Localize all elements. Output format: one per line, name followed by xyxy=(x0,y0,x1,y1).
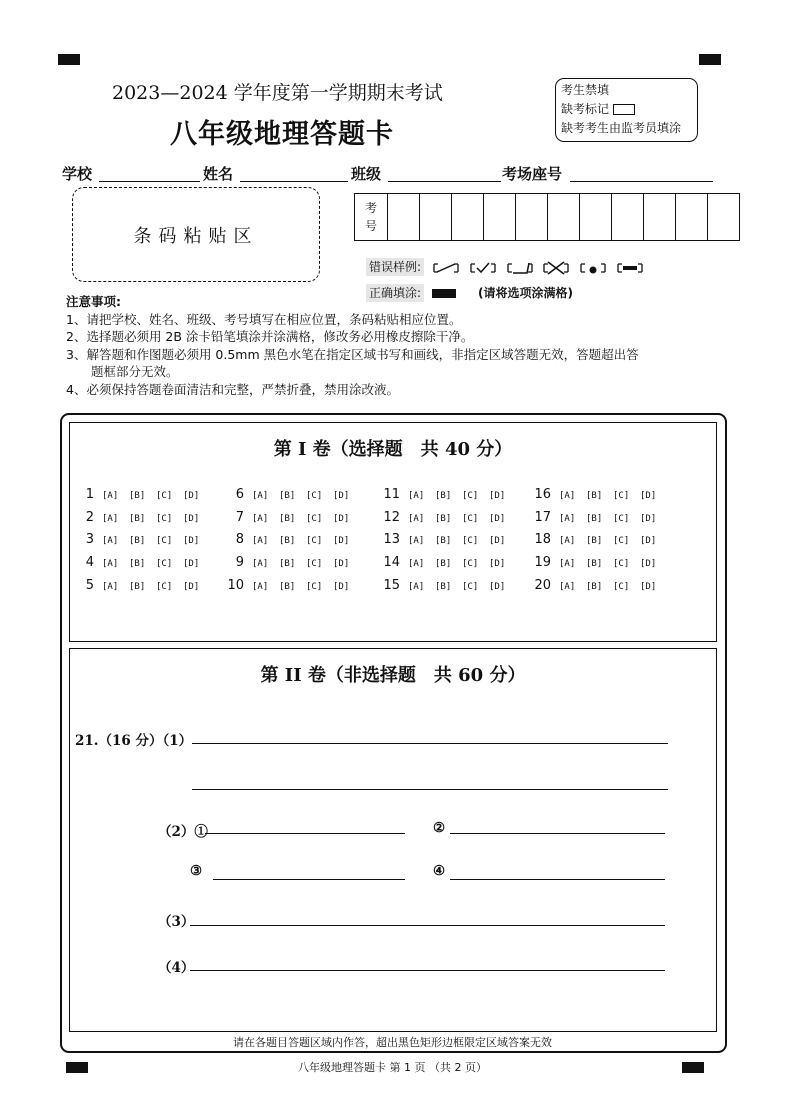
mc-option-bubble[interactable]: [D] xyxy=(333,536,350,546)
section-written-answers xyxy=(69,648,717,1032)
mc-option-bubble[interactable]: [C] xyxy=(306,582,323,592)
mc-option-bubble[interactable]: [B] xyxy=(279,536,296,546)
instruction-item: 4、必须保持答题卷面清洁和完整，严禁折叠，禁用涂改液。 xyxy=(66,381,399,397)
mc-question-number: 16 xyxy=(534,487,551,502)
mc-question-number: 1 xyxy=(85,487,94,502)
q21-part4-line[interactable] xyxy=(190,970,665,971)
exam-id-digit[interactable] xyxy=(708,194,740,241)
mc-question-number: 13 xyxy=(383,532,400,547)
q21-part2-label-3: ③ xyxy=(190,863,203,879)
q21-part3-line[interactable] xyxy=(190,925,665,926)
mc-question-number: 2 xyxy=(85,510,94,525)
q21-part2-label-2: ② xyxy=(433,820,446,836)
mc-option-bubble[interactable]: [A] xyxy=(102,514,119,524)
mc-option-bubble[interactable]: [A] xyxy=(102,559,119,569)
mc-question-12 xyxy=(376,509,516,525)
mc-option-bubble[interactable]: [D] xyxy=(333,559,350,569)
mc-option-bubble[interactable]: [D] xyxy=(489,536,506,546)
mc-option-bubble[interactable]: [C] xyxy=(156,559,173,569)
section1-title: 第 I 卷（选择题 共 40 分） xyxy=(273,439,513,460)
exam-id-digit[interactable] xyxy=(452,194,484,241)
wrong-example-label: 错误样例: xyxy=(366,258,424,276)
mc-question-number: 12 xyxy=(383,510,400,525)
page-number: 八年级地理答题卡 第 1 页 （共 2 页） xyxy=(298,1061,487,1074)
wrong-fill-examples xyxy=(366,258,645,275)
absence-mark-label: 缺考标记 xyxy=(561,102,610,116)
mc-option-bubble[interactable]: [B] xyxy=(279,491,296,501)
mc-option-bubble[interactable]: [A] xyxy=(102,582,119,592)
mc-question-20 xyxy=(527,577,667,593)
mc-option-bubble[interactable]: [B] xyxy=(435,514,452,524)
q21-part2-answer-4[interactable] xyxy=(450,879,665,880)
student-info-row xyxy=(62,163,717,183)
wrong-mark-check-icon xyxy=(468,261,498,275)
mc-option-bubble[interactable]: [C] xyxy=(156,491,173,501)
mc-option-bubble[interactable]: [B] xyxy=(129,514,146,524)
examiner-only-title: 考生禁填 xyxy=(561,83,610,97)
mc-option-bubble[interactable]: [A] xyxy=(559,582,576,592)
mc-question-2 xyxy=(70,509,210,525)
mc-question-10 xyxy=(220,577,360,593)
mc-option-bubble[interactable]: [A] xyxy=(408,536,425,546)
class-field[interactable] xyxy=(388,181,501,182)
mc-option-bubble[interactable]: [A] xyxy=(252,514,269,524)
mc-question-18 xyxy=(527,531,667,547)
mc-option-bubble[interactable]: [A] xyxy=(408,491,425,501)
mc-question-14 xyxy=(376,554,516,570)
absence-instruction: 缺考考生由监考员填涂 xyxy=(561,121,682,135)
mc-question-number: 9 xyxy=(235,555,244,570)
mc-option-bubble[interactable]: [D] xyxy=(183,559,200,569)
q21-part4-label: （4） xyxy=(158,960,195,976)
mc-option-bubble[interactable]: [C] xyxy=(306,559,323,569)
wrong-mark-partial-icon xyxy=(615,261,645,275)
mc-option-bubble[interactable]: [C] xyxy=(306,536,323,546)
mc-question-17 xyxy=(527,509,667,525)
name-field[interactable] xyxy=(240,181,348,182)
mc-option-bubble[interactable]: [B] xyxy=(129,536,146,546)
q21-part1-line[interactable] xyxy=(192,743,668,744)
mc-option-bubble[interactable]: [D] xyxy=(333,514,350,524)
mc-question-7 xyxy=(220,509,360,525)
mc-option-bubble[interactable]: [C] xyxy=(613,514,630,524)
exam-id-digit[interactable] xyxy=(676,194,708,241)
mc-question-8 xyxy=(220,531,360,547)
mc-question-number: 8 xyxy=(235,532,244,547)
mc-option-bubble[interactable]: [D] xyxy=(333,491,350,501)
registration-mark-top-left xyxy=(58,54,80,65)
mc-option-bubble[interactable]: [A] xyxy=(252,582,269,592)
mc-question-1 xyxy=(70,486,210,502)
mc-question-6 xyxy=(220,486,360,502)
mc-question-5 xyxy=(70,577,210,593)
mc-question-13 xyxy=(376,531,516,547)
mc-option-bubble[interactable]: [D] xyxy=(640,559,657,569)
mc-question-number: 19 xyxy=(534,555,551,570)
exam-id-digit[interactable] xyxy=(420,194,452,241)
mc-option-bubble[interactable]: [B] xyxy=(129,582,146,592)
mc-option-bubble[interactable]: [B] xyxy=(586,536,603,546)
mc-option-bubble[interactable]: [C] xyxy=(462,514,479,524)
mc-option-bubble[interactable]: [B] xyxy=(129,491,146,501)
mc-question-number: 20 xyxy=(534,578,551,593)
mc-option-bubble[interactable]: [A] xyxy=(252,559,269,569)
instruction-item: 题框部分无效。 xyxy=(91,364,179,379)
examiner-only-box xyxy=(555,78,698,142)
exam-id-digit[interactable] xyxy=(516,194,548,241)
wrong-mark-dot-icon xyxy=(578,261,608,275)
mc-option-bubble[interactable]: [B] xyxy=(279,582,296,592)
seat-label: 考场座号 xyxy=(502,165,563,183)
mc-option-bubble[interactable]: [C] xyxy=(613,559,630,569)
registration-mark-top-right xyxy=(699,54,721,65)
mc-option-bubble[interactable]: [A] xyxy=(252,536,269,546)
instructions xyxy=(66,293,746,398)
exam-id-digit[interactable] xyxy=(484,194,516,241)
exam-id-digit[interactable] xyxy=(612,194,644,241)
section2-title: 第 II 卷（非选择题 共 60 分） xyxy=(260,665,526,686)
exam-id-grid xyxy=(354,193,740,241)
mc-option-bubble[interactable]: [C] xyxy=(306,491,323,501)
mc-option-bubble[interactable]: [D] xyxy=(183,514,200,524)
school-label: 学校 xyxy=(62,165,93,183)
mc-option-bubble[interactable]: [D] xyxy=(333,582,350,592)
mc-option-bubble[interactable]: [C] xyxy=(306,514,323,524)
mc-question-number: 10 xyxy=(227,578,244,593)
mc-option-bubble[interactable]: [A] xyxy=(408,559,425,569)
mc-option-bubble[interactable]: [D] xyxy=(640,582,657,592)
mc-question-number: 18 xyxy=(534,532,551,547)
mc-option-bubble[interactable]: [C] xyxy=(613,491,630,501)
school-field[interactable] xyxy=(99,181,200,182)
mc-option-bubble[interactable]: [C] xyxy=(156,582,173,592)
q21-part2-label-4: ④ xyxy=(433,863,446,879)
mc-question-4 xyxy=(70,554,210,570)
mc-question-number: 11 xyxy=(383,487,400,502)
mc-option-bubble[interactable]: [C] xyxy=(462,491,479,501)
q21-part1-line-2[interactable] xyxy=(192,789,668,790)
q21-part2-answer-3[interactable] xyxy=(213,879,405,880)
mc-option-bubble[interactable]: [D] xyxy=(640,491,657,501)
seat-field[interactable] xyxy=(570,181,713,182)
mc-question-number: 5 xyxy=(85,578,94,593)
instruction-item: 2、选择题必须用 2B 涂卡铅笔填涂并涂满格，修改务必用橡皮擦除干净。 xyxy=(66,329,474,344)
mc-question-11 xyxy=(376,486,516,502)
wrong-mark-slash-icon xyxy=(431,261,461,275)
mc-option-bubble[interactable]: [C] xyxy=(462,582,479,592)
mc-option-bubble[interactable]: [C] xyxy=(613,582,630,592)
mc-option-bubble[interactable]: [D] xyxy=(183,536,200,546)
mc-question-number: 14 xyxy=(383,555,400,570)
mc-question-number: 17 xyxy=(534,510,551,525)
exam-id-digit[interactable] xyxy=(388,194,420,241)
exam-title: 2023—2024 学年度第一学期期末考试 xyxy=(112,82,443,104)
mc-question-15 xyxy=(376,577,516,593)
exam-id-digit[interactable] xyxy=(548,194,580,241)
border-warning: 请在各题目答题区域内作答，超出黑色矩形边框限定区域答案无效 xyxy=(233,1036,552,1049)
mc-question-number: 4 xyxy=(85,555,94,570)
exam-id-digit[interactable] xyxy=(644,194,676,241)
mc-option-bubble[interactable]: [A] xyxy=(408,514,425,524)
wrong-mark-underline-icon xyxy=(505,261,535,275)
mc-option-bubble[interactable]: [A] xyxy=(102,491,119,501)
exam-id-label: 考 号 xyxy=(355,194,388,241)
mc-option-bubble[interactable]: [A] xyxy=(252,491,269,501)
mc-option-bubble[interactable]: [C] xyxy=(462,559,479,569)
wrong-mark-cross-icon xyxy=(541,261,571,275)
absence-mark-box[interactable] xyxy=(613,104,635,115)
class-label: 班级 xyxy=(351,165,382,183)
q21-part2-answer-1[interactable] xyxy=(205,833,405,834)
mc-option-bubble[interactable]: [D] xyxy=(489,582,506,592)
mc-question-9 xyxy=(220,554,360,570)
instruction-item: 1、请把学校、姓名、班级、考号填写在相应位置，条码粘贴相应位置。 xyxy=(66,311,462,327)
mc-option-bubble[interactable]: [B] xyxy=(279,514,296,524)
mc-option-bubble[interactable]: [B] xyxy=(435,582,452,592)
card-title: 八年级地理答题卡 xyxy=(170,119,394,150)
mc-question-3 xyxy=(70,531,210,547)
mc-option-bubble[interactable]: [B] xyxy=(435,491,452,501)
mc-option-bubble[interactable]: [B] xyxy=(279,559,296,569)
mc-option-bubble[interactable]: [D] xyxy=(640,536,657,546)
mc-option-bubble[interactable]: [A] xyxy=(559,491,576,501)
mc-option-bubble[interactable]: [D] xyxy=(489,559,506,569)
mc-option-bubble[interactable]: [C] xyxy=(462,536,479,546)
mc-option-bubble[interactable]: [C] xyxy=(613,536,630,546)
mc-option-bubble[interactable]: [D] xyxy=(183,491,200,501)
mc-option-bubble[interactable]: [B] xyxy=(586,559,603,569)
mc-option-bubble[interactable]: [C] xyxy=(156,514,173,524)
mc-option-bubble[interactable]: [B] xyxy=(129,559,146,569)
mc-question-19 xyxy=(527,554,667,570)
q21-part1-label: 21.（16 分）（1） xyxy=(75,733,193,749)
mc-question-16 xyxy=(527,486,667,502)
barcode-paste-area[interactable]: 条码粘贴区 xyxy=(72,187,320,282)
mc-option-bubble[interactable]: [A] xyxy=(559,536,576,546)
mc-option-bubble[interactable]: [D] xyxy=(183,582,200,592)
mc-question-number: 15 xyxy=(383,578,400,593)
section-multiple-choice xyxy=(69,422,717,642)
mc-option-bubble[interactable]: [D] xyxy=(489,514,506,524)
mc-option-bubble[interactable]: [B] xyxy=(586,582,603,592)
q21-part2-answer-2[interactable] xyxy=(450,833,665,834)
mc-option-bubble[interactable]: [A] xyxy=(559,559,576,569)
correct-example-label: 正确填涂: xyxy=(366,284,424,302)
mc-option-bubble[interactable]: [B] xyxy=(435,559,452,569)
instruction-item: 3、解答题和作图题必须用 0.5mm 黑色水笔在指定区域书写和画线，非指定区域答题无效，答题超出答 xyxy=(66,346,639,362)
mc-option-bubble[interactable]: [A] xyxy=(408,582,425,592)
mc-option-bubble[interactable]: [B] xyxy=(435,536,452,546)
mc-option-bubble[interactable]: [D] xyxy=(640,514,657,524)
mc-question-number: 3 xyxy=(85,532,94,547)
mc-option-bubble[interactable]: [A] xyxy=(102,536,119,546)
q21-part3-label: （3） xyxy=(158,914,195,930)
mc-option-bubble[interactable]: [B] xyxy=(586,514,603,524)
fill-hint: (请将选项涂满格) xyxy=(478,286,574,300)
mc-question-number: 6 xyxy=(235,487,244,502)
name-label: 姓名 xyxy=(203,165,234,183)
mc-option-bubble[interactable]: [B] xyxy=(586,491,603,501)
mc-option-bubble[interactable]: [A] xyxy=(559,514,576,524)
mc-option-bubble[interactable]: [D] xyxy=(489,491,506,501)
instructions-title: 注意事项: xyxy=(66,294,121,309)
mc-option-bubble[interactable]: [C] xyxy=(156,536,173,546)
q21-part2-label: （2）① xyxy=(158,824,208,840)
mc-question-number: 7 xyxy=(235,510,244,525)
exam-id-digit[interactable] xyxy=(580,194,612,241)
